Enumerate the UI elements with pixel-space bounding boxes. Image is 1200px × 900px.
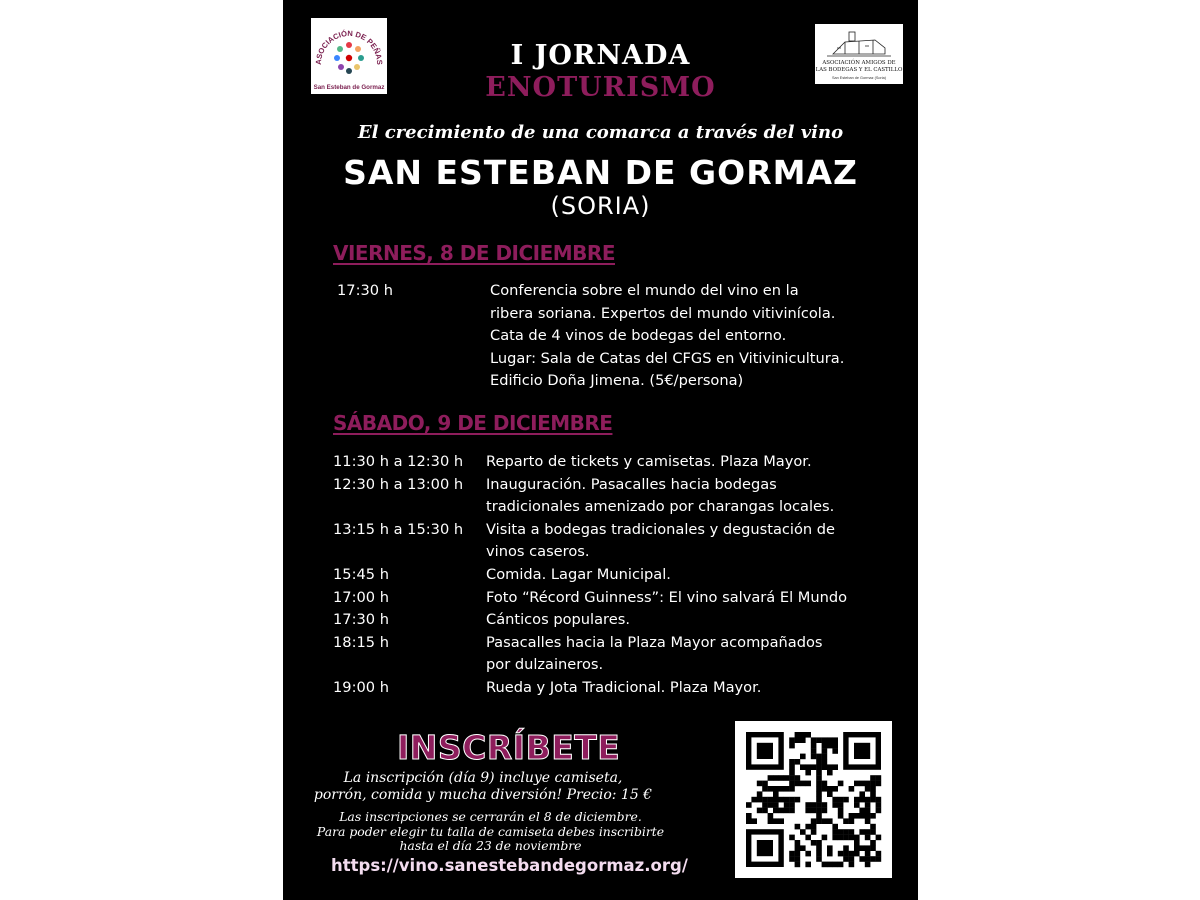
qr-module bbox=[795, 851, 801, 857]
event-line: Comida. Lagar Municipal. bbox=[486, 565, 671, 583]
qr-module bbox=[805, 770, 811, 776]
qr-module bbox=[859, 808, 865, 814]
qr-module bbox=[822, 786, 828, 792]
penas-logo-arc-text: ASOCIACIÓN DE PEÑAS bbox=[313, 28, 385, 66]
qr-module bbox=[843, 797, 849, 803]
event-line: Pasacalles hacia la Plaza Mayor acompañados bbox=[486, 633, 823, 651]
schedule-row bbox=[333, 280, 893, 393]
qr-module bbox=[870, 781, 876, 787]
qr-module bbox=[795, 845, 801, 851]
qr-module bbox=[816, 818, 822, 824]
qr-module bbox=[827, 764, 833, 770]
qr-module bbox=[827, 818, 833, 824]
qr-module bbox=[854, 845, 860, 851]
qr-module bbox=[805, 835, 811, 841]
qr-module bbox=[778, 786, 784, 792]
qr-module bbox=[773, 775, 779, 781]
qr-module bbox=[816, 764, 822, 770]
qr-module bbox=[762, 797, 768, 803]
qr-module bbox=[822, 737, 828, 743]
qr-module bbox=[865, 862, 871, 868]
qr-module bbox=[805, 802, 811, 808]
qr-module bbox=[816, 856, 822, 862]
qr-module bbox=[768, 813, 774, 819]
event-time: 17:00 h bbox=[333, 588, 389, 606]
qr-module bbox=[800, 845, 806, 851]
qr-module bbox=[822, 862, 828, 868]
qr-module bbox=[838, 829, 844, 835]
qr-module bbox=[827, 770, 833, 776]
event-line: Cata de 4 vinos de bodegas del entorno. bbox=[490, 327, 787, 345]
event-line: Rueda y Jota Tradicional. Plaza Mayor. bbox=[486, 678, 762, 696]
signup-note-price bbox=[313, 770, 653, 804]
qr-module bbox=[816, 759, 822, 765]
event-description bbox=[486, 587, 893, 610]
event-line: Foto “Récord Guinness”: El vino salvará El Mundo bbox=[486, 588, 848, 606]
qr-module bbox=[757, 840, 773, 856]
qr-module bbox=[838, 797, 844, 803]
qr-module bbox=[811, 748, 817, 754]
qr-module bbox=[827, 791, 833, 797]
qr-module bbox=[811, 754, 817, 760]
qr-module bbox=[800, 754, 806, 760]
friday-schedule bbox=[333, 280, 893, 393]
event-description bbox=[486, 677, 893, 700]
qr-module bbox=[816, 786, 822, 792]
qr-module bbox=[811, 737, 817, 743]
qr-module bbox=[876, 856, 882, 862]
qr-module bbox=[805, 862, 811, 868]
event-line: Lugar: Sala de Catas del CFGS en Vitivinicultura. bbox=[490, 349, 845, 367]
qr-module bbox=[762, 781, 768, 787]
qr-module bbox=[811, 802, 817, 808]
qr-module bbox=[778, 775, 784, 781]
qr-module bbox=[849, 786, 855, 792]
qr-module bbox=[805, 764, 811, 770]
qr-module bbox=[800, 781, 806, 787]
qr-module bbox=[816, 797, 822, 803]
qr-module bbox=[795, 781, 801, 787]
qr-module bbox=[784, 786, 790, 792]
qr-module bbox=[827, 862, 833, 868]
event-line: por dulzaineros. bbox=[486, 656, 604, 674]
qr-module bbox=[827, 786, 833, 792]
signup-note-line: La inscripción (día 9) incluye camiseta, bbox=[343, 770, 623, 786]
qr-module bbox=[822, 818, 828, 824]
schedule-row bbox=[333, 632, 893, 677]
qr-module bbox=[870, 775, 876, 781]
qr-module bbox=[768, 797, 774, 803]
qr-module bbox=[849, 851, 855, 857]
qr-module bbox=[843, 818, 849, 824]
qr-module bbox=[827, 845, 833, 851]
qr-module bbox=[832, 786, 838, 792]
qr-module bbox=[784, 775, 790, 781]
qr-module bbox=[816, 781, 822, 787]
qr-module bbox=[795, 824, 801, 830]
qr-module bbox=[876, 808, 882, 814]
signup-note-line: hasta el día 23 de noviembre bbox=[399, 838, 582, 853]
qr-module bbox=[822, 808, 828, 814]
qr-module bbox=[876, 775, 882, 781]
event-poster bbox=[283, 0, 918, 900]
qr-module bbox=[773, 797, 779, 803]
event-time: 15:45 h bbox=[333, 565, 389, 583]
qr-module bbox=[859, 845, 865, 851]
qr-module bbox=[859, 781, 865, 787]
qr-module bbox=[746, 813, 752, 819]
qr-module bbox=[832, 737, 838, 743]
qr-module bbox=[816, 802, 822, 808]
qr-module bbox=[800, 737, 806, 743]
qr-module bbox=[849, 862, 855, 868]
qr-module bbox=[822, 759, 828, 765]
qr-module bbox=[859, 856, 865, 862]
qr-module bbox=[832, 748, 838, 754]
bodegas-logo-line2: LAS BODEGAS Y EL CASTILLO bbox=[815, 67, 903, 73]
penas-logo-caption: San Esteban de Gormaz bbox=[313, 84, 385, 91]
saturday-schedule bbox=[333, 451, 893, 700]
qr-module bbox=[811, 818, 817, 824]
qr-module bbox=[822, 835, 828, 841]
qr-module bbox=[865, 813, 871, 819]
qr-module bbox=[800, 829, 806, 835]
qr-module bbox=[773, 791, 779, 797]
qr-module bbox=[822, 802, 828, 808]
qr-module bbox=[805, 781, 811, 787]
qr-module bbox=[854, 781, 860, 787]
qr-module bbox=[751, 797, 757, 803]
event-line: vinos caseros. bbox=[486, 543, 590, 561]
qr-module bbox=[757, 791, 763, 797]
qr-module bbox=[843, 851, 849, 857]
qr-module bbox=[768, 802, 774, 808]
qr-module bbox=[757, 781, 763, 787]
qr-module bbox=[865, 845, 871, 851]
qr-module bbox=[854, 743, 870, 759]
qr-module bbox=[789, 781, 795, 787]
qr-module bbox=[854, 851, 860, 857]
schedule-row bbox=[333, 519, 893, 564]
qr-module bbox=[865, 835, 871, 841]
qr-module bbox=[789, 802, 795, 808]
qr-module bbox=[778, 808, 784, 814]
schedule-row bbox=[333, 677, 893, 700]
qr-module bbox=[800, 764, 806, 770]
event-line: Conferencia sobre el mundo del vino en la bbox=[490, 282, 799, 299]
qr-module bbox=[805, 824, 811, 830]
qr-module bbox=[822, 781, 828, 787]
qr-module bbox=[746, 818, 752, 824]
qr-module bbox=[843, 829, 849, 835]
qr-module bbox=[784, 808, 790, 814]
qr-module bbox=[805, 732, 811, 738]
qr-module bbox=[795, 759, 801, 765]
qr-module bbox=[816, 808, 822, 814]
qr-module bbox=[827, 851, 833, 857]
qr-module bbox=[811, 743, 817, 749]
qr-code-graphic bbox=[735, 721, 892, 878]
qr-module bbox=[768, 775, 774, 781]
qr-module bbox=[816, 845, 822, 851]
saturday-heading: SÁBADO, 9 DE DICIEMBRE bbox=[333, 411, 613, 435]
qr-module bbox=[757, 743, 773, 759]
schedule-row bbox=[333, 451, 893, 474]
event-line: Reparto de tickets y camisetas. Plaza Mayor. bbox=[486, 453, 812, 470]
qr-module bbox=[838, 802, 844, 808]
qr-module bbox=[795, 775, 801, 781]
qr-module bbox=[789, 770, 795, 776]
qr-module bbox=[843, 835, 849, 841]
province-name: (SORIA) bbox=[550, 192, 651, 220]
qr-module bbox=[832, 743, 838, 749]
qr-module bbox=[859, 791, 865, 797]
event-time: 13:15 h a 15:30 h bbox=[333, 520, 464, 538]
qr-module bbox=[849, 813, 855, 819]
qr-module bbox=[870, 813, 876, 819]
event-line: tradicionales amenizado por charangas locales. bbox=[486, 498, 835, 516]
qr-module bbox=[795, 840, 801, 846]
qr-module bbox=[838, 862, 844, 868]
qr-module bbox=[859, 797, 865, 803]
qr-module bbox=[827, 743, 833, 749]
qr-module bbox=[865, 851, 871, 857]
qr-module bbox=[789, 797, 795, 803]
qr-module bbox=[865, 797, 871, 803]
friday-heading: VIERNES, 8 DE DICIEMBRE bbox=[333, 241, 615, 265]
event-line: ribera soriana. Expertos del mundo vitivinícola. bbox=[490, 304, 836, 322]
qr-module bbox=[816, 791, 822, 797]
qr-module bbox=[838, 813, 844, 819]
qr-module bbox=[816, 737, 822, 743]
event-time: 17:30 h bbox=[337, 282, 393, 299]
qr-module bbox=[865, 818, 871, 824]
event-description bbox=[486, 451, 893, 474]
qr-module bbox=[822, 754, 828, 760]
qr-module bbox=[773, 808, 779, 814]
qr-module bbox=[789, 786, 795, 792]
schedule-row bbox=[333, 564, 893, 587]
qr-module bbox=[789, 835, 795, 841]
qr-module bbox=[805, 851, 811, 857]
event-line: Edificio Doña Jimena. (5€/persona) bbox=[490, 372, 744, 390]
signup-heading: INSCRÍBETE bbox=[397, 728, 621, 767]
qr-module bbox=[816, 851, 822, 857]
qr-module bbox=[805, 808, 811, 814]
signup-url-link[interactable]: https://vino.sanestebandegormaz.org/ bbox=[331, 856, 688, 875]
schedule-row bbox=[333, 587, 893, 610]
schedule-row bbox=[333, 609, 893, 632]
qr-module bbox=[795, 737, 801, 743]
qr-module bbox=[800, 732, 806, 738]
qr-module bbox=[822, 743, 828, 749]
qr-module bbox=[870, 797, 876, 803]
qr-module bbox=[865, 781, 871, 787]
event-description bbox=[486, 632, 893, 677]
qr-module bbox=[865, 802, 871, 808]
qr-module bbox=[795, 862, 801, 868]
qr-module bbox=[838, 851, 844, 857]
event-time: 11:30 h a 12:30 h bbox=[333, 453, 464, 470]
qr-module bbox=[876, 781, 882, 787]
qr-module bbox=[870, 856, 876, 862]
qr-module bbox=[816, 840, 822, 846]
event-line: Cánticos populares. bbox=[486, 611, 630, 629]
qr-module bbox=[832, 829, 838, 835]
qr-module bbox=[768, 818, 774, 824]
qr-module bbox=[762, 802, 768, 808]
event-title-line1: I JORNADA bbox=[510, 40, 691, 71]
qr-module bbox=[795, 732, 801, 738]
qr-module bbox=[832, 764, 838, 770]
qr-module bbox=[795, 797, 801, 803]
event-subtitle: El crecimiento de una comarca a través del vino bbox=[357, 122, 844, 143]
qr-module bbox=[778, 818, 784, 824]
qr-module bbox=[870, 840, 876, 846]
qr-module bbox=[870, 845, 876, 851]
qr-module bbox=[789, 808, 795, 814]
qr-module bbox=[854, 802, 860, 808]
qr-module bbox=[768, 786, 774, 792]
qr-module bbox=[789, 856, 795, 862]
qr-module bbox=[870, 824, 876, 830]
qr-module bbox=[870, 791, 876, 797]
qr-module bbox=[849, 856, 855, 862]
qr-module bbox=[762, 786, 768, 792]
event-line: Visita a bodegas tradicionales y degustación de bbox=[486, 520, 836, 538]
qr-module bbox=[876, 802, 882, 808]
qr-module bbox=[832, 824, 838, 830]
qr-module bbox=[773, 818, 779, 824]
qr-module bbox=[865, 786, 871, 792]
signup-note-deadline bbox=[313, 810, 668, 854]
event-line: Inauguración. Pasacalles hacia bodegas bbox=[486, 475, 777, 493]
qr-module bbox=[746, 802, 752, 808]
qr-module bbox=[838, 808, 844, 814]
event-time: 12:30 h a 13:00 h bbox=[333, 475, 464, 493]
signup-qr-code[interactable] bbox=[735, 721, 892, 878]
qr-module bbox=[854, 797, 860, 803]
event-description bbox=[486, 519, 893, 564]
qr-module bbox=[838, 781, 844, 787]
event-description bbox=[486, 564, 893, 587]
event-description bbox=[486, 609, 893, 632]
qr-module bbox=[865, 808, 871, 814]
qr-module bbox=[854, 835, 860, 841]
qr-module bbox=[784, 802, 790, 808]
bodegas-logo-line3: San Esteban de Gormaz (Soria) bbox=[831, 76, 887, 80]
qr-module bbox=[784, 797, 790, 803]
qr-module bbox=[811, 840, 817, 846]
qr-module bbox=[795, 856, 801, 862]
event-description bbox=[486, 474, 893, 519]
qr-module bbox=[816, 813, 822, 819]
qr-module bbox=[762, 808, 768, 814]
qr-module bbox=[811, 824, 817, 830]
qr-module bbox=[865, 829, 871, 835]
signup-note-line: porrón, comida y mucha diversión! Precio: 15 € bbox=[313, 787, 653, 803]
qr-module bbox=[816, 775, 822, 781]
qr-module bbox=[789, 764, 795, 770]
qr-module bbox=[849, 829, 855, 835]
signup-note-line: Para poder elegir tu talla de camiseta debes inscribirte bbox=[316, 823, 665, 839]
qr-module bbox=[865, 856, 871, 862]
qr-module bbox=[876, 851, 882, 857]
qr-module bbox=[832, 862, 838, 868]
qr-module bbox=[789, 737, 795, 743]
qr-module bbox=[849, 835, 855, 841]
qr-module bbox=[789, 759, 795, 765]
qr-module bbox=[757, 797, 763, 803]
qr-module bbox=[876, 797, 882, 803]
qr-module bbox=[751, 818, 757, 824]
qr-module bbox=[843, 845, 849, 851]
qr-module bbox=[822, 748, 828, 754]
qr-module bbox=[778, 797, 784, 803]
town-name: SAN ESTEBAN DE GORMAZ bbox=[343, 153, 858, 192]
qr-module bbox=[832, 797, 838, 803]
qr-module bbox=[773, 786, 779, 792]
qr-module bbox=[811, 829, 817, 835]
event-title-line2: ENOTURISMO bbox=[485, 72, 716, 103]
qr-module bbox=[789, 775, 795, 781]
qr-module bbox=[789, 743, 795, 749]
event-time: 17:30 h bbox=[333, 611, 389, 629]
qr-module bbox=[773, 802, 779, 808]
qr-module bbox=[838, 835, 844, 841]
qr-module bbox=[859, 829, 865, 835]
qr-module bbox=[876, 835, 882, 841]
qr-module bbox=[789, 851, 795, 857]
event-description bbox=[490, 280, 893, 393]
qr-module bbox=[822, 764, 828, 770]
qr-module bbox=[827, 737, 833, 743]
qr-module bbox=[843, 856, 849, 862]
qr-module bbox=[811, 808, 817, 814]
bodegas-logo-line1: ASOCIACIÓN AMIGOS DE bbox=[822, 60, 896, 66]
qr-module bbox=[757, 808, 763, 814]
qr-module bbox=[816, 754, 822, 760]
qr-module bbox=[854, 813, 860, 819]
qr-module bbox=[832, 802, 838, 808]
qr-module bbox=[854, 840, 860, 846]
qr-module bbox=[832, 835, 838, 841]
qr-module bbox=[870, 786, 876, 792]
qr-module bbox=[849, 818, 855, 824]
signup-note-line: Las inscripciones se cerrarán el 8 de diciembre. bbox=[339, 809, 642, 824]
qr-module bbox=[816, 770, 822, 776]
schedule-row bbox=[333, 474, 893, 519]
qr-module bbox=[859, 813, 865, 819]
qr-module bbox=[870, 829, 876, 835]
event-time: 18:15 h bbox=[333, 633, 389, 651]
event-time: 19:00 h bbox=[333, 678, 389, 696]
qr-module bbox=[811, 764, 817, 770]
